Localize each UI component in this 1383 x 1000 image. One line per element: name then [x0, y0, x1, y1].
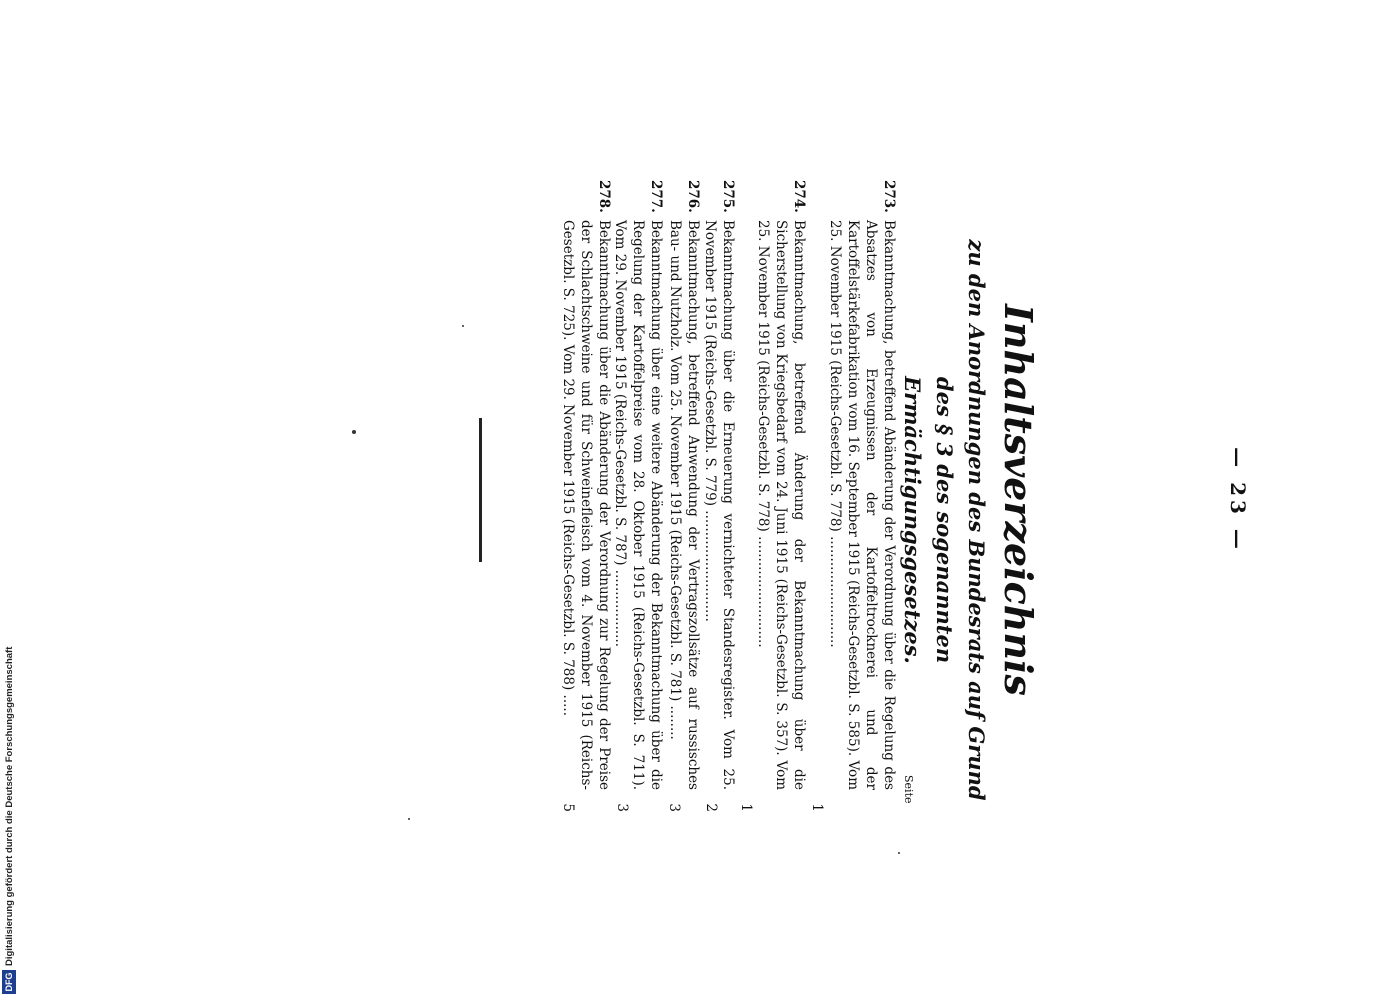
toc-entry: [808, 180, 898, 812]
entry-text: Bekanntmachung, betreffend Anwendung der Vertragszollsätze auf russisches Bau- und Nutzholz. Vom 25. November 1915 (Reichs-Gesetzbl. S. 781) ........: [667, 220, 701, 790]
scan-rule-line: [479, 418, 482, 562]
entry-number: 277.: [648, 180, 664, 213]
entry-text: Bekanntmachung, betreffend Änderung der Bekanntmachung über die Sicherstellung von Kriegsbedarf vom 24. Juni 1915 (Reichs-Gesetzbl. S. 357). Vom 25. November 1915 (Reichs-Gesetzbl. S. 778) ..........................: [755, 220, 807, 790]
page-number: — 23 —: [1226, 447, 1250, 553]
toc-entry: [665, 180, 702, 812]
entry-text: Bekanntmachung über die Abänderung der Verordnung zur Regelung der Preise der Schlachtschweine und für Schweinefleisch vom 4. November 1915 (Reichs-Gesetzbl. S. 725). Vom 29. November 1915 (Reichs-Gesetzbl. S. 788) .....: [560, 220, 612, 790]
document-title: Inhaltsverzeichnis: [996, 304, 1041, 696]
scan-dust-mark: [462, 325, 464, 327]
entry-number: 276.: [685, 180, 701, 213]
entry-page: 1: [738, 803, 754, 812]
toc-entry: [737, 180, 808, 812]
toc-entry: [559, 180, 613, 812]
entry-page: 3: [666, 803, 682, 812]
table-of-contents: [559, 180, 898, 812]
funding-notice: [0, 600, 18, 1000]
entry-page: 3: [614, 803, 630, 812]
entry-number: 273.: [881, 180, 897, 213]
funding-notice-text: Digitalisierung gefördert durch die Deutsche Forschungsgemeinschaft: [3, 646, 15, 966]
entry-number: 275.: [720, 180, 736, 213]
entry-page: 5: [560, 803, 576, 812]
toc-entry: [702, 180, 737, 812]
entry-text: Bekanntmachung über die Erneuerung vernichteter Standesregister. Vom 25. November 1915 (Reichs-Gesetzbl. S. 779) ..........................: [702, 220, 736, 790]
dfg-logo: DFG: [2, 970, 16, 994]
page-column-header: Seite: [902, 775, 915, 804]
entry-page: 2: [703, 803, 719, 812]
toc-entry: [612, 180, 665, 812]
entry-page: 1: [809, 803, 825, 812]
rotated-page-content: [420, 150, 1250, 850]
entry-number: 274.: [791, 180, 807, 213]
scan-dust-mark: [408, 818, 410, 820]
scan-dust-mark: [352, 430, 356, 434]
document-subtitle: zu den Anordnungen des Bundesrats auf Grund des § 3 des sogenannten Ermächtigungsgesetzes.: [900, 239, 989, 801]
entry-text: Bekanntmachung über eine weitere Abänderung der Bekanntmachung über die Regelung der Kartoffelpreise vom 28. Oktober 1915 (Reichs-Gesetzbl. S. 711). Vom 29. November 1915 (Reichs-Gesetzbl. S. 787) ..................: [612, 220, 664, 790]
scan-dust-mark: [898, 852, 900, 854]
entry-text: Bekanntmachung, betreffend Abänderung der Verordnung über die Regelung des Absatzes von Erzeugnissen der Kartoffeltrocknerei und der Kartoffelstärkefabrikation vom 16. September 1915 (Reichs-Gesetzbl. S. 585). Vom 25. November 1915 (Reichs-Gesetzbl. S. 778) ..........................: [827, 220, 897, 790]
entry-number: 278.: [596, 180, 612, 213]
